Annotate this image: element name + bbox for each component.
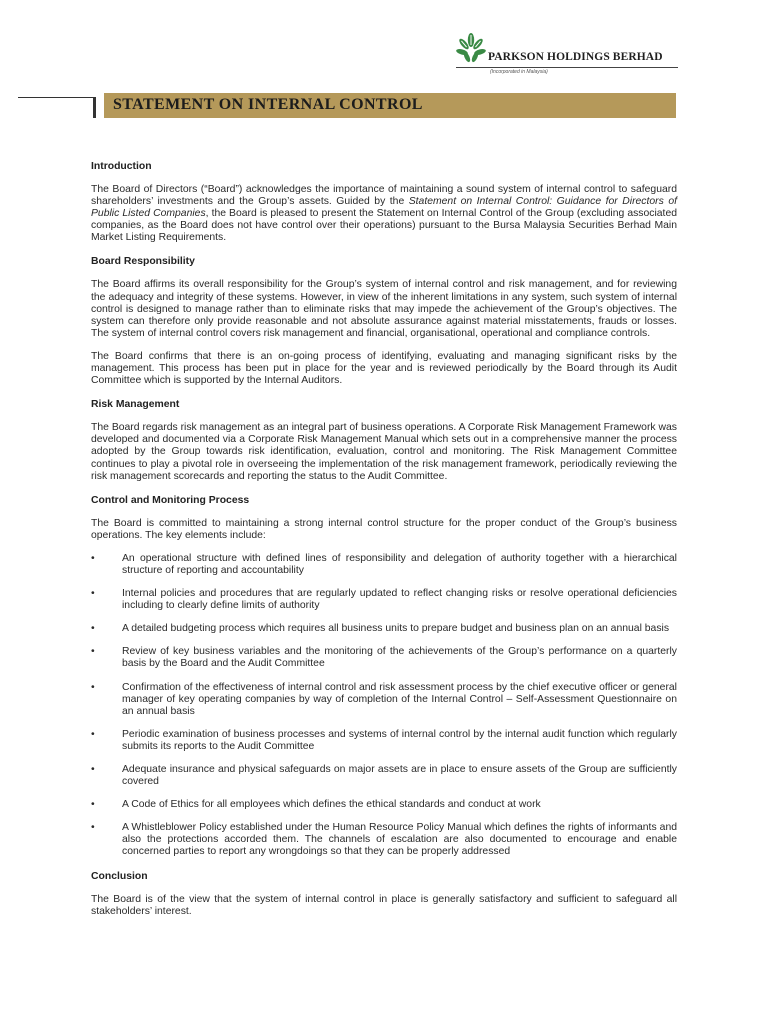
list-item-text: Internal policies and procedures that are regularly updated to reflect changing risks or resolve operational deficiencies including to clearly define limits of authority bbox=[122, 588, 677, 612]
list-item bbox=[91, 646, 677, 670]
bullet-icon: • bbox=[91, 822, 95, 834]
company-name: PARKSON HOLDINGS BERHAD bbox=[488, 51, 663, 63]
bullet-icon: • bbox=[91, 646, 95, 658]
bullet-icon: • bbox=[91, 552, 95, 564]
introduction-paragraph bbox=[91, 184, 677, 244]
list-item bbox=[91, 623, 677, 635]
bullet-icon: • bbox=[91, 623, 95, 635]
list-item bbox=[91, 729, 677, 753]
section-heading-introduction: Introduction bbox=[91, 161, 152, 172]
list-item bbox=[91, 799, 677, 811]
bullet-icon: • bbox=[91, 588, 95, 600]
margin-rule-vertical bbox=[93, 97, 96, 118]
company-logo bbox=[456, 33, 678, 75]
section-heading-board-responsibility: Board Responsibility bbox=[91, 256, 195, 268]
company-tagline: (Incorporated in Malaysia) bbox=[490, 69, 548, 75]
list-item bbox=[91, 682, 677, 718]
conclusion-paragraph: The Board is of the view that the system of internal control in place is generally satisfactory and sufficient to safeguard all stakeholders’ interest. bbox=[91, 893, 677, 917]
logo-divider bbox=[456, 67, 678, 68]
introduction-text-after: , the Board is pleased to present the Statement on Internal Control of the Group (excluding associated companies, as the Board does not have control over their operations) pursuant to the Bursa Malaysia Securities Berhad Main Market Listing Requirements. bbox=[91, 208, 678, 244]
list-item-text: Adequate insurance and physical safeguards on major assets are in place to ensure assets of the Group are sufficiently covered bbox=[122, 764, 677, 788]
board-responsibility-paragraph-1: The Board affirms its overall responsibility for the Group’s system of internal control and risk management, and for reviewing the adequacy and integrity of these systems. However, in view of the inherent limitations in any system, such system of internal control is designed to manage rather than to eliminate risks that may impede the achievement of the Group’s objectives. The system can therefore only provide reasonable and not absolute assurance against material misstatements, frauds or losses. The system of internal control covers risk management and financial, organisational, operational and compliance controls. bbox=[91, 279, 677, 339]
bullet-icon: • bbox=[91, 728, 95, 740]
guidance-title-italic: Statement on Internal Control: Guidance for Directors of Public Listed Companies bbox=[91, 196, 677, 220]
list-item bbox=[91, 553, 677, 577]
page-title: STATEMENT ON INTERNAL CONTROL bbox=[113, 96, 423, 113]
key-elements-list bbox=[91, 553, 677, 859]
title-bar bbox=[104, 93, 676, 118]
list-item-text: A Code of Ethics for all employees which defines the ethical standards and conduct at work bbox=[122, 799, 541, 811]
section-heading-control-monitoring: Control and Monitoring Process bbox=[91, 494, 250, 506]
list-item-text: Review of key business variables and the monitoring of the achievements of the Group’s performance on a quarterly basis by the Board and the Audit Committee bbox=[122, 646, 677, 670]
list-item-text: An operational structure with defined lines of responsibility and delegation of authority together with a hierarchical structure of reporting and accountability bbox=[122, 552, 677, 576]
list-item-text: A Whistleblower Policy established under the Human Resource Policy Manual which defines the rights of informants and also the protections accorded them. The channels of escalation are also documented to encourage and enable concerned parties to report any wrongdoings so that they can be properly addressed bbox=[122, 822, 677, 858]
list-item-text: Confirmation of the effectiveness of internal control and risk assessment process by the chief executive officer or general manager of key operating companies by way of completion of the Internal Control – Self-Assessment Questionnaire on an annual basis bbox=[122, 681, 677, 717]
bullet-icon: • bbox=[91, 764, 95, 775]
list-item-text: Periodic examination of business processes and systems of internal control by the internal audit function which regularly submits its reports to the Audit Committee bbox=[122, 728, 677, 752]
section-heading-conclusion: Conclusion bbox=[91, 870, 148, 882]
list-item bbox=[91, 764, 677, 788]
list-item-text: A detailed budgeting process which requires all business units to prepare budget and business plan on an annual basis bbox=[122, 623, 670, 635]
control-monitoring-intro: The Board is committed to maintaining a strong internal control structure for the proper conduct of the Group’s business operations. The key elements include: bbox=[91, 517, 677, 541]
margin-rule-horizontal bbox=[18, 97, 93, 98]
introduction-text-before: The Board of Directors (“Board”) acknowledges the importance of maintaining a sound system of internal control to safeguard shareholders’ investments and the Group’s assets. Guided by the bbox=[91, 184, 677, 208]
section-heading-risk-management: Risk Management bbox=[91, 399, 180, 411]
list-item bbox=[91, 822, 677, 858]
bullet-icon: • bbox=[91, 681, 95, 693]
bullet-icon: • bbox=[91, 799, 95, 811]
leaf-cluster-logo-icon bbox=[456, 33, 486, 66]
list-item bbox=[91, 588, 677, 612]
risk-management-paragraph: The Board regards risk management as an integral part of business operations. A Corporate Risk Management Framework was developed and documented via a Corporate Risk Management Manual which sets out in a comprehensive manner the process adopted by the Group towards risk identification, evaluation, control and monitoring. The Risk Management Committee continues to play a pivotal role in overseeing the implementation of the risk management framework, periodically reviewing the risk management scorecards and reporting the status to the Audit Committee. bbox=[91, 422, 677, 482]
board-responsibility-paragraph-2: The Board confirms that there is an on-going process of identifying, evaluating and managing significant risks by the management. This process has been put in place for the year and is reviewed periodically by the Board through its Audit Committee which is supported by the Internal Auditors. bbox=[91, 350, 677, 387]
document-body bbox=[91, 160, 677, 929]
